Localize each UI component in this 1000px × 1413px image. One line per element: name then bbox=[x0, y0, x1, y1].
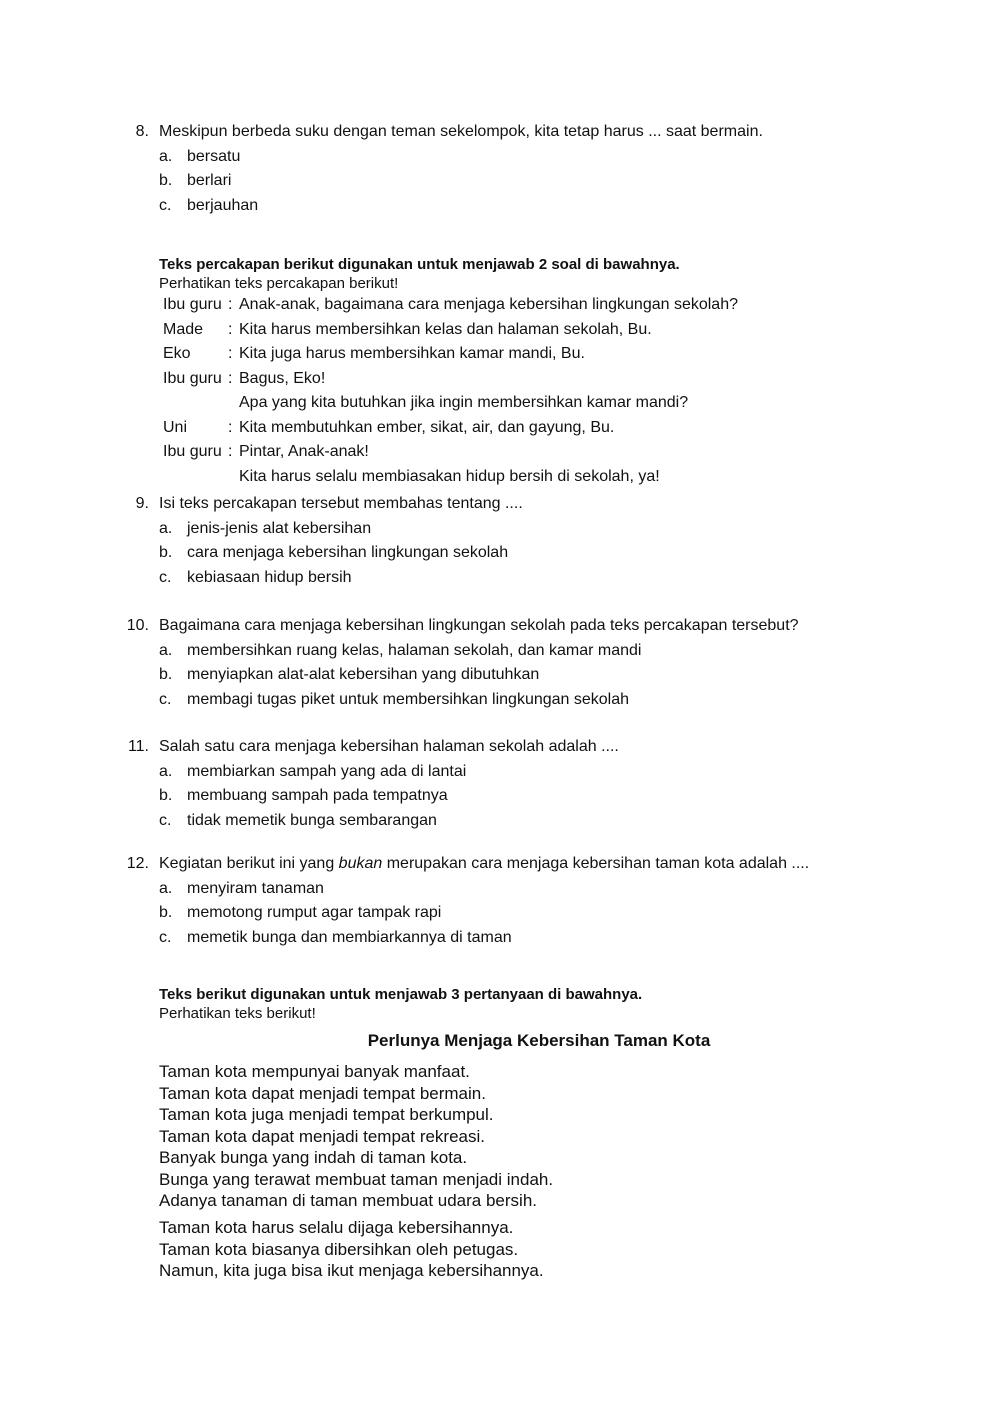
question-number: 10. bbox=[126, 617, 149, 634]
option-c[interactable]: c. berjauhan bbox=[159, 196, 259, 214]
dialog-utterance: Anak-anak, bagaimana cara menjaga kebersihan lingkungan sekolah? bbox=[239, 296, 738, 313]
dialog-speaker: Ibu guru bbox=[163, 296, 222, 313]
dialog-prompt: Perhatikan teks percakapan berikut! bbox=[159, 275, 399, 292]
story-instruction: Teks berikut digunakan untuk menjawab 3 pertanyaan di bawahnya. bbox=[159, 986, 643, 1003]
story-paragraph-2 bbox=[159, 1217, 544, 1282]
option-b[interactable]: b. cara menjaga kebersihan lingkungan sekolah bbox=[159, 544, 509, 561]
option-a[interactable]: a. bersatu bbox=[159, 147, 241, 165]
option-a[interactable]: a. membiarkan sampah yang ada di lantai bbox=[159, 762, 467, 780]
dialog-speaker: Ibu guru bbox=[163, 369, 222, 387]
story-line: Banyak bunga yang indah di taman kota. bbox=[159, 1148, 468, 1167]
story-line: Taman kota dapat menjadi tempat bermain. bbox=[159, 1083, 486, 1103]
option-c[interactable]: c. membagi tugas piket untuk membersihkan lingkungan sekolah bbox=[159, 690, 630, 708]
dialog-speaker: Uni bbox=[163, 418, 188, 436]
question-stem: Meskipun berbeda suku dengan teman sekelompok, kita tetap harus ... saat bermain. bbox=[159, 123, 763, 140]
worksheet-page: 8. Meskipun berbeda suku dengan teman sekelompok, kita tetap harus ... saat bermain. a. bersatu b. berlari c. berjauhan Teks percakapan berikut digunakan untuk menjawab 2 soal di bawahnya. Perhatikan teks percakapan berikut! Ibu guru : Anak-anak, bagaimana cara menjaga kebersihan lingkungan sekolah? Made : Kita harus membersihkan kelas dan halaman sekolah, Bu. Eko : Kita juga harus membersihkan kamar mandi, Bu. Ibu guru : Bagus, Eko! Apa yang kita butuhkan jika ingin membersihkan kamar mandi? Uni : Kita membutuhkan ember, sikat, air, dan gayung, Bu. Ibu guru : Pintar, Anak-anak! Kita harus selalu membiasakan hidup bersih di sekolah, ya! 9. Isi teks percakapan tersebut membahas tentang .... a. jenis-jenis alat kebersihan b. cara menjaga kebersihan lingkungan sekolah c. kebiasaan hidup bersih 10. Bagaimana cara menjaga kebersihan lingkungan sekolah pada teks percakapan tersebut? a. membersihkan ruang kelas, halaman sekolah, dan kamar mandi b. menyiapkan alat-alat kebersihan yang dibutuhkan c. membagi tugas piket untuk membersihkan lingkungan sekolah 11. Salah satu cara menjaga kebersihan halaman sekolah adalah .... a. membiarkan sampah yang ada di lantai b. membuang sampah pada tempatnya c. tidak memetik bunga sembarangan 12. Kegiatan berikut ini yang bukan merupakan cara menjaga kebersihan taman kota adalah .... a. menyiram tanaman b. memotong rumput agar tampak rapi c. memetik bunga dan membiarkannya di taman Teks berikut digunakan untuk menjawab 3 pertanyaan di bawahnya. Perhatikan teks berikut! Perlunya Menjaga Kebersihan Taman Kota Taman kota mempunyai banyak manfaat. Taman kota dapat menjadi tempat bermain. Taman kota juga menjadi tempat berkumpul. Taman kota dapat menjadi tempat rekreasi. Banyak bunga yang indah di taman kota. Bunga yang terawat membuat taman menjadi indah. Adanya tanaman di taman membuat udara bersih. Taman kota harus selalu dijaga kebersihannya. Taman kota biasanya dibersihkan oleh petugas. Namun, kita juga bisa ikut menjaga kebersihannya. bbox=[0, 0, 1000, 1413]
question-number: 9. bbox=[135, 495, 149, 512]
dialog-instruction: Teks percakapan berikut digunakan untuk menjawab 2 soal di bawahnya. bbox=[159, 256, 680, 273]
dialog-intro bbox=[159, 255, 680, 293]
dialog-utterance: Kita harus membersihkan kelas dan halaman sekolah, Bu. bbox=[239, 320, 652, 338]
story-line: Adanya tanaman di taman membuat udara bersih. bbox=[159, 1191, 538, 1210]
dialog-utterance: Apa yang kita butuhkan jika ingin membersihkan kamar mandi? bbox=[239, 394, 689, 411]
option-a[interactable]: a. jenis-jenis alat kebersihan bbox=[159, 519, 372, 537]
option-b[interactable]: b. membuang sampah pada tempatnya bbox=[159, 787, 448, 804]
dialog-utterance: Bagus, Eko! bbox=[239, 369, 326, 387]
question-stem: Kegiatan berikut ini yang bukan merupakan cara menjaga kebersihan taman kota adalah .... bbox=[159, 855, 810, 872]
story-line: Namun, kita juga bisa ikut menjaga kebersihannya. bbox=[159, 1261, 544, 1280]
question-number: 12. bbox=[126, 855, 149, 872]
dialog-speaker: Eko bbox=[163, 345, 191, 362]
dialog-utterance: Kita harus selalu membiasakan hidup bersih di sekolah, ya! bbox=[239, 467, 660, 485]
option-b[interactable]: b. menyiapkan alat-alat kebersihan yang dibutuhkan bbox=[159, 666, 540, 683]
question-number: 11. bbox=[127, 738, 149, 755]
story-intro bbox=[159, 985, 642, 1023]
dialog-utterance: Kita membutuhkan ember, sikat, air, dan gayung, Bu. bbox=[239, 418, 615, 436]
option-a[interactable]: a. menyiram tanaman bbox=[159, 879, 324, 897]
story-line: Taman kota mempunyai banyak manfaat. bbox=[159, 1062, 470, 1081]
option-c[interactable]: c. kebiasaan hidup bersih bbox=[159, 568, 352, 586]
story-line: Taman kota biasanya dibersihkan oleh petugas. bbox=[159, 1239, 519, 1259]
question-stem: Isi teks percakapan tersebut membahas tentang .... bbox=[159, 495, 523, 512]
emphasis-word: bukan bbox=[338, 855, 383, 872]
option-b[interactable]: b. memotong rumput agar tampak rapi bbox=[159, 904, 442, 921]
dialog-speaker: Made bbox=[163, 320, 204, 338]
question-number: 8. bbox=[135, 123, 149, 140]
option-a[interactable]: a. membersihkan ruang kelas, halaman sekolah, dan kamar mandi bbox=[159, 641, 642, 659]
story-line: Taman kota dapat menjadi tempat rekreasi. bbox=[159, 1126, 486, 1146]
dialog-utterance: Kita juga harus membersihkan kamar mandi, Bu. bbox=[239, 345, 585, 362]
question-stem: Salah satu cara menjaga kebersihan halaman sekolah adalah .... bbox=[159, 738, 619, 755]
option-c[interactable]: c. tidak memetik bunga sembarangan bbox=[159, 811, 437, 829]
story-title: Perlunya Menjaga Kebersihan Taman Kota bbox=[367, 1031, 711, 1050]
option-b[interactable]: b. berlari bbox=[159, 172, 232, 189]
story-line: Taman kota juga menjadi tempat berkumpul. bbox=[159, 1105, 494, 1124]
story-line: Taman kota harus selalu dijaga kebersihannya. bbox=[159, 1218, 514, 1237]
question-stem: Bagaimana cara menjaga kebersihan lingkungan sekolah pada teks percakapan tersebut? bbox=[159, 617, 799, 634]
story-prompt: Perhatikan teks berikut! bbox=[159, 1005, 316, 1022]
story-line: Bunga yang terawat membuat taman menjadi indah. bbox=[159, 1169, 554, 1189]
dialog-utterance: Pintar, Anak-anak! bbox=[239, 443, 369, 460]
story-paragraph-1 bbox=[159, 1061, 553, 1212]
dialog-speaker: Ibu guru bbox=[163, 443, 222, 460]
option-c[interactable]: c. memetik bunga dan membiarkannya di taman bbox=[159, 928, 512, 946]
